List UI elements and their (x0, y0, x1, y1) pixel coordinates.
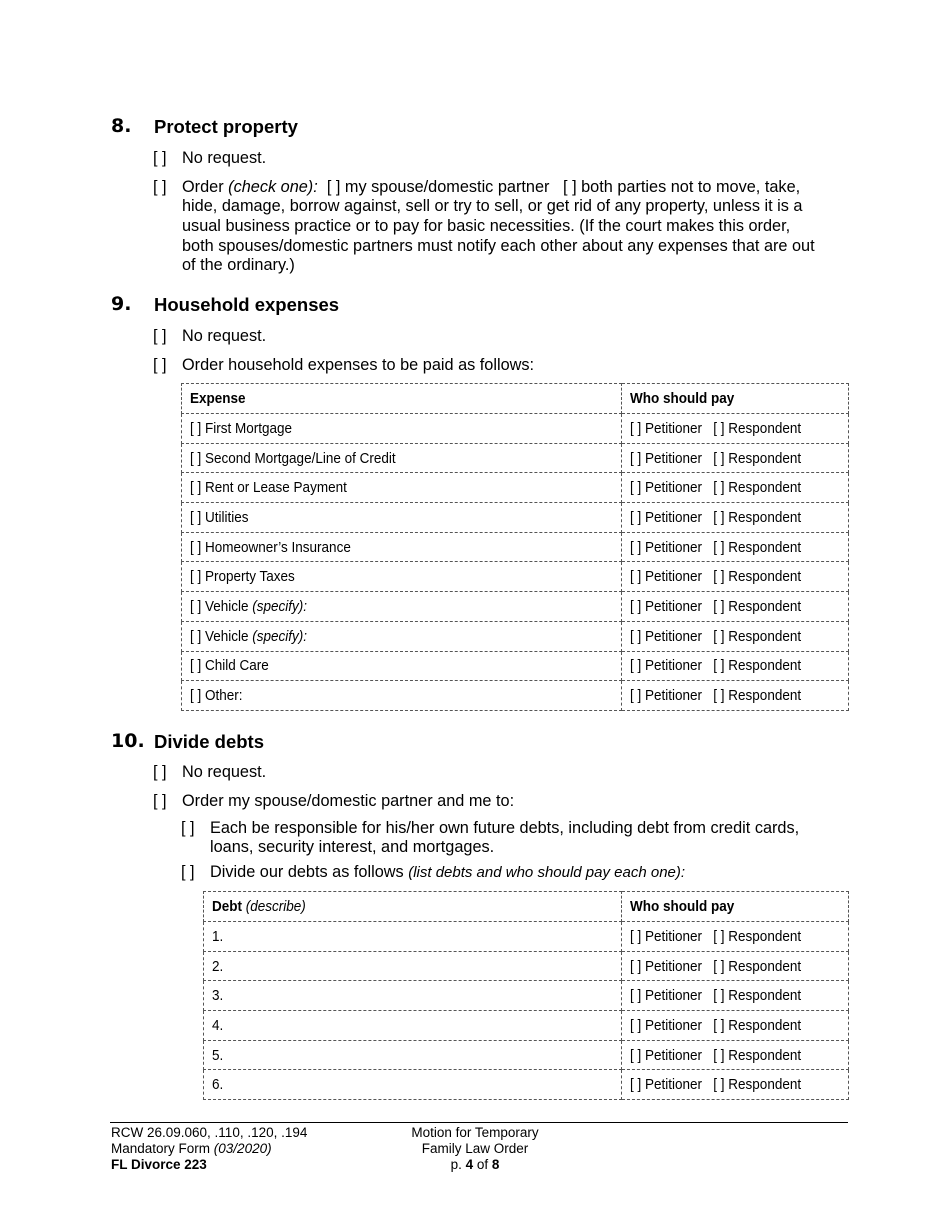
expense-row (182, 621, 849, 651)
s10-sub1-line1: Each be responsible for his/her own future debts, including debt from credit cards, (210, 819, 800, 837)
s8-opt2-checkbox[interactable]: [ ] (563, 178, 577, 196)
who-should-pay-header: Who should pay (622, 384, 849, 414)
s9-order-label: Order household expenses to be paid as follows: (182, 356, 535, 374)
debt-row (204, 1040, 849, 1070)
s10-sub1-checkbox[interactable]: [ ] (181, 819, 195, 837)
expense-cell[interactable]: [ ] Vehicle (specify): (182, 592, 622, 622)
s8-no-request-checkbox[interactable]: [ ] (153, 149, 167, 167)
debt-row (204, 922, 849, 952)
s10-sub2-text: Divide our debts as follows (210, 863, 404, 881)
s8-order-first-line (182, 177, 800, 197)
s8-body-line: usual business practice or to pay for basic necessities. (If the court makes this order, (182, 216, 791, 235)
debt-who-should-pay-cell[interactable]: [ ] Petitioner [ ] Respondent (622, 1070, 849, 1100)
s10-sub2-label (210, 862, 685, 883)
section-9-number: 9. (111, 293, 132, 315)
section-9-title: Household expenses (154, 294, 340, 315)
debt-cell[interactable]: 3. (204, 981, 622, 1011)
s8-opt1-checkbox[interactable]: [ ] (326, 178, 341, 196)
debt-who-should-pay-header: Who should pay (622, 892, 849, 922)
expense-cell[interactable]: [ ] Homeowner’s Insurance (182, 532, 622, 562)
expense-row (182, 503, 849, 533)
debt-header: Debt (describe) (204, 892, 622, 922)
s8-check-one: (check one): (228, 178, 318, 196)
who-should-pay-cell[interactable]: [ ] Petitioner [ ] Respondent (622, 681, 849, 711)
footer-mandatory: Mandatory Form (03/2020) (111, 1141, 272, 1156)
debt-row (204, 1070, 849, 1100)
expense-cell[interactable]: [ ] Utilities (182, 503, 622, 533)
expense-row (182, 592, 849, 622)
section-10-number: 10. (111, 730, 145, 752)
who-should-pay-cell[interactable]: [ ] Petitioner [ ] Respondent (622, 443, 849, 473)
footer-left (111, 1125, 307, 1173)
debt-row (204, 951, 849, 981)
expense-row (182, 414, 849, 444)
s8-order-checkbox[interactable]: [ ] (153, 178, 167, 196)
s10-sub2-checkbox[interactable]: [ ] (181, 863, 195, 881)
debt-cell[interactable]: 4. (204, 1011, 622, 1041)
expense-row (182, 443, 849, 473)
s9-no-request-label: No request. (182, 327, 267, 345)
debt-who-should-pay-cell[interactable]: [ ] Petitioner [ ] Respondent (622, 1011, 849, 1041)
expense-cell[interactable]: [ ] First Mortgage (182, 414, 622, 444)
s10-no-request-checkbox[interactable]: [ ] (153, 763, 167, 781)
debt-who-should-pay-cell[interactable]: [ ] Petitioner [ ] Respondent (622, 981, 849, 1011)
footer-page-number: p. 4 of 8 (450, 1157, 500, 1172)
who-should-pay-cell[interactable]: [ ] Petitioner [ ] Respondent (622, 592, 849, 622)
debt-cell[interactable]: 1. (204, 922, 622, 952)
expense-cell[interactable]: [ ] Other: (182, 681, 622, 711)
who-should-pay-cell[interactable]: [ ] Petitioner [ ] Respondent (622, 473, 849, 503)
section-10-title: Divide debts (154, 731, 264, 752)
expense-row (182, 651, 849, 681)
household-expenses-table (181, 383, 849, 711)
debt-who-should-pay-cell[interactable]: [ ] Petitioner [ ] Respondent (622, 1040, 849, 1070)
footer-rule (110, 1122, 848, 1123)
expense-row (182, 473, 849, 503)
s9-order-checkbox[interactable]: [ ] (153, 356, 167, 374)
who-should-pay-cell[interactable]: [ ] Petitioner [ ] Respondent (622, 414, 849, 444)
s10-sub1-line2: loans, security interest, and mortgages. (210, 838, 495, 856)
s10-no-request-label: No request. (182, 763, 267, 781)
s8-body-line: of the ordinary.) (182, 256, 295, 275)
footer-form-id: FL Divorce 223 (111, 1157, 207, 1172)
expense-cell[interactable]: [ ] Second Mortgage/Line of Credit (182, 443, 622, 473)
footer-center (370, 1125, 580, 1173)
who-should-pay-cell[interactable]: [ ] Petitioner [ ] Respondent (622, 562, 849, 592)
s8-body-line: hide, damage, borrow against, sell or try to sell, or get rid of any property, unless it is a (182, 197, 803, 215)
footer-rcw: RCW 26.09.060, .110, .120, .194 (111, 1125, 308, 1140)
debt-cell[interactable]: 6. (204, 1070, 622, 1100)
expense-cell[interactable]: [ ] Vehicle (specify): (182, 621, 622, 651)
s10-order-checkbox[interactable]: [ ] (153, 792, 167, 810)
s8-body-line: both spouses/domestic partners must notify each other about any expenses that are out (182, 236, 815, 255)
s10-order-label: Order my spouse/domestic partner and me to: (182, 792, 515, 810)
expense-row (182, 562, 849, 592)
s8-order-body (182, 197, 842, 276)
expense-row (182, 681, 849, 711)
expense-header: Expense (182, 384, 622, 414)
s8-order-label: Order (182, 178, 224, 196)
who-should-pay-cell[interactable]: [ ] Petitioner [ ] Respondent (622, 621, 849, 651)
expense-cell[interactable]: [ ] Rent or Lease Payment (182, 473, 622, 503)
who-should-pay-cell[interactable]: [ ] Petitioner [ ] Respondent (622, 532, 849, 562)
s8-opt2-label: both parties not to move, take, (581, 178, 801, 196)
who-should-pay-cell[interactable]: [ ] Petitioner [ ] Respondent (622, 651, 849, 681)
section-8-number: 8. (111, 115, 132, 137)
s9-no-request-checkbox[interactable]: [ ] (153, 327, 167, 345)
debt-cell[interactable]: 2. (204, 951, 622, 981)
debt-row (204, 1011, 849, 1041)
footer-title-1: Motion for Temporary (411, 1125, 539, 1140)
expense-cell[interactable]: [ ] Property Taxes (182, 562, 622, 592)
debts-table (203, 891, 849, 1100)
debt-row (204, 981, 849, 1011)
expense-cell[interactable]: [ ] Child Care (182, 651, 622, 681)
who-should-pay-cell[interactable]: [ ] Petitioner [ ] Respondent (622, 503, 849, 533)
debt-cell[interactable]: 5. (204, 1040, 622, 1070)
footer-title-2: Family Law Order (421, 1141, 529, 1156)
s10-sub2-italic: (list debts and who should pay each one): (408, 864, 686, 881)
s8-no-request-label: No request. (182, 149, 267, 167)
expense-row (182, 532, 849, 562)
debt-who-should-pay-cell[interactable]: [ ] Petitioner [ ] Respondent (622, 922, 849, 952)
section-8-title: Protect property (154, 116, 298, 137)
s8-opt1-label: my spouse/domestic partner (344, 178, 550, 196)
debt-who-should-pay-cell[interactable]: [ ] Petitioner [ ] Respondent (622, 951, 849, 981)
